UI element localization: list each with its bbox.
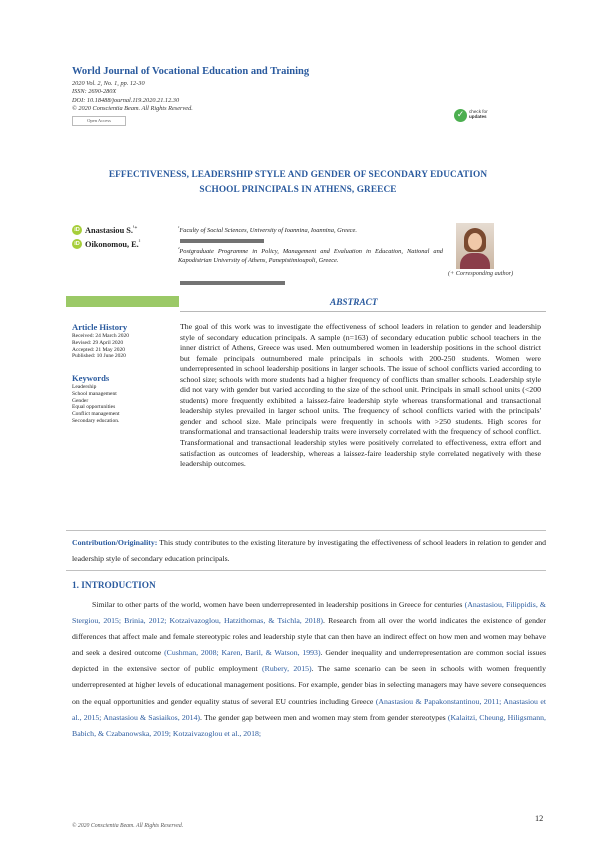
author-marks: ¹+ — [132, 226, 138, 232]
email-redacted[interactable] — [180, 239, 264, 243]
article-history-heading: Article History — [72, 322, 128, 332]
author-name: Anastasiou S. — [85, 226, 133, 235]
citation-link[interactable]: (Cushman, 2008; Karen, Baril, & Watson, 1993) — [164, 648, 321, 658]
citation-link[interactable]: (Anastasiou, Filippidis, & Stergiou, 2015; Brinia, 2012; Kotzaivazoglou, Hatzithomas, & Tsichla, 2018) — [72, 600, 546, 626]
issn: ISSN: 2690-280X — [72, 88, 117, 95]
volume-info: 2020 Vol. 2, No. 1, pp. 12-30 — [72, 80, 145, 87]
history-item: Accepted: 21 May 2020 — [72, 346, 125, 353]
divider — [66, 530, 546, 531]
corresponding-author-note: (+ Corresponding author) — [448, 270, 514, 277]
contribution-label: Contribution/Originality: — [72, 538, 158, 547]
author-name: Oikonomou, E. — [85, 240, 139, 249]
journal-title: World Journal of Vocational Education and Training — [72, 66, 310, 77]
keywords-list — [72, 384, 120, 425]
citation-link[interactable]: (Kalaitzi, Cheung, Hiligsmann, Babich, & Czabanowska, 2019; Kotzaivazoglou et al., 2018; — [72, 712, 546, 738]
history-item: Published: 10 June 2020 — [72, 353, 126, 360]
keyword: Equal opportunities — [72, 404, 116, 411]
keyword: Secondary education. — [72, 417, 120, 424]
divider — [66, 570, 546, 571]
orcid-icon[interactable]: iD — [72, 239, 82, 249]
open-access-logo: Open Access — [72, 116, 126, 126]
keyword: Gender — [72, 397, 89, 404]
abstract-text: The goal of this work was to investigate the effectiveness of school leaders in relation to gender and leadership style of secondary education principals. A sample (n=163) of secondary education public school teachers in the inner district of Athens, Greece was used. Men outnumbered women in leadership positions in the school district but female principals outnumbered male principals in schools with 200-250 students. Women were underrepresented in school leadership positions in larger schools. The issue of school conflicts varied according to school size; schools with more students had a higher frequency of conflicts than smaller schools. Leadership style did not vary with gender but varied according to the size of the school unit. Principals in small school units (<200 students) more frequently exhibited a laissez-faire leadership style whereas transformational and transactional leadership styles prevailed in larger school units. The frequency of school conflicts varied with the principals' gender and school size. Male principals were frequently in schools with >250 students. High scores for transformational and transactional leadership traits were inversely correlated with the frequency of school conflict. Transformational and transactional leadership styles were positively correlated to effectiveness, extra effort and satisfaction as outcomes of leadership, whereas a laissez-faire leadership style correlated negatively with these leadership outcomes. — [180, 322, 541, 469]
divider — [180, 311, 546, 312]
page-number: 12 — [535, 814, 544, 823]
green-accent-bar — [66, 296, 179, 307]
abstract-heading: ABSTRACT — [330, 298, 378, 308]
paper-title — [72, 168, 524, 198]
header-copyright: © 2020 Conscientia Beam. All Rights Reserved. — [72, 105, 193, 112]
affiliation-2: $^{^2}$Postgraduate Programme in Policy, Management and Evaluation in Education, National and Kapodistrian University of Athens, Panepistimioupoli, Greece. — [178, 246, 443, 264]
keyword: Conflict management — [72, 411, 120, 418]
paper-title-line-2: SCHOOL PRINCIPALS IN ATHENS, GREECE — [199, 185, 397, 195]
contribution-text: This study contributes to the existing literature by investigating the effectiveness of school leaders in relation to gender and leadership style of secondary education principals. — [72, 538, 546, 563]
keyword: School management — [72, 390, 117, 397]
citation-link[interactable]: (Rubery, 2015) — [262, 664, 312, 674]
check-icon: ✓ — [454, 109, 467, 122]
orcid-icon[interactable]: iD — [72, 225, 82, 235]
doi[interactable]: DOI: 10.18488/journal.119.2020.21.12.30 — [72, 97, 180, 104]
history-item: Revised: 29 April 2020 — [72, 339, 124, 346]
keywords-heading: Keywords — [72, 373, 110, 383]
check-badge-text: check for updates — [469, 109, 488, 120]
contribution-statement — [72, 535, 546, 567]
paper-title-line-1: EFFECTIVENESS, LEADERSHIP STYLE AND GENDER OF SECONDARY EDUCATION — [108, 170, 488, 180]
footer-copyright: © 2020 Conscientia Beam. All Rights Reserved. — [72, 823, 184, 829]
article-history — [72, 333, 129, 360]
affiliation-1: $^{^1}$Faculty of Social Sciences, University of Ioannina, Ioannina, Greece. — [178, 225, 357, 235]
history-item: Received: 24 March 2020 — [72, 333, 129, 339]
author-photo — [456, 223, 494, 269]
citation-link[interactable]: (Anastasiou & Papakonstantinou, 2011; Anastasiou et al., 2015; Anastasiou & Sasiaikos, 2014) — [72, 696, 547, 722]
introduction-paragraph: Similar to other parts of the world, women have been underrepresented in leadership positions in Greece for centuries (Anastasiou, Filippidis, & Stergiou, 2015; Brinia, 2012; Kotzaivazoglou, Hatzithomas, & Tsichla, 2018). Research from all over the world indicates the existence of gender differences that affect male and female stereotypic roles and leadership style that can then have an indirect effect on how men and women may behave and seek a desired outcome (Cushman, 2008; Karen, Baril, & Watson, 1993). Gender inequality and underrepresentation are common social issues depicted in the extensive sector of public employment (Rubery, 2015). The same scenario can be seen in schools with women frequently underrepresented at higher levels of educational management positions. For example, gender bias in selecting managers may have severe consequences on the equal opportunities and gender equality status of several EU countries including Greece (Anastasiou & Papakonstantinou, 2011; Anastasiou et al., 2015; Anastasiou & Sasiaikos, 2014). The gender gap between men and women may stem from gender stereotypes (Kalaitzi, Cheung, Hiligsmann, Babich, & Czabanowska, 2019; Kotzaivazoglou et al., 2018; — [72, 600, 547, 738]
check-for-updates-badge[interactable] — [451, 106, 489, 126]
author-marks: ² — [138, 240, 141, 246]
keyword: Leadership — [72, 384, 97, 390]
section-heading-introduction: 1. INTRODUCTION — [72, 581, 156, 591]
email-redacted[interactable] — [180, 281, 285, 285]
